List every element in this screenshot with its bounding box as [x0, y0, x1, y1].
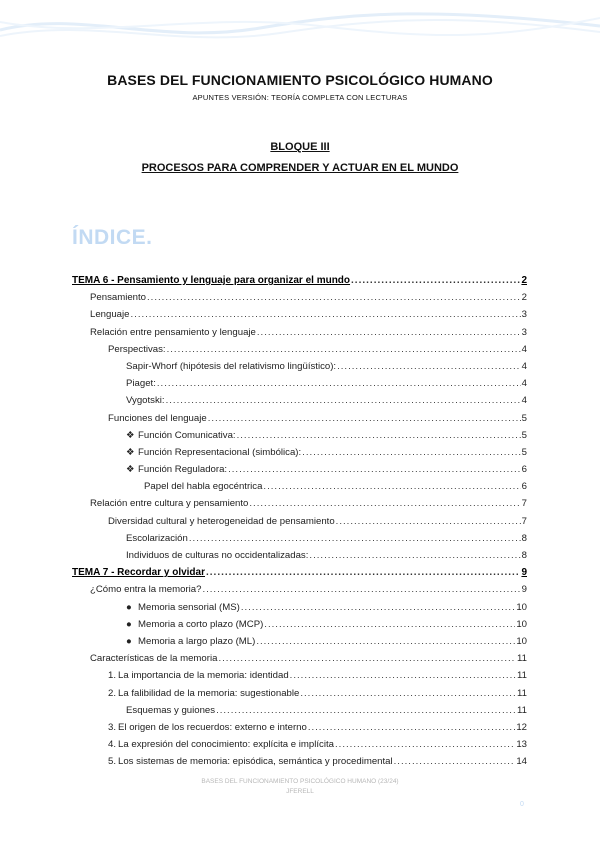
toc-entry-text: La falibilidad de la memoria: sugestionable — [118, 687, 300, 699]
toc-leader-dots — [228, 461, 521, 478]
toc-entry-text: Función Representacional (simbólica): — [138, 446, 302, 458]
toc-entry[interactable] — [72, 375, 527, 392]
toc-page-number: 6 — [521, 481, 527, 493]
toc-entry-text: Escolarización — [126, 532, 188, 544]
toc-topic-entry[interactable] — [72, 564, 527, 581]
toc-entry-text: Perspectivas: — [108, 343, 166, 355]
toc-entry-label — [108, 753, 393, 770]
toc-entry-label — [90, 581, 201, 598]
page-number: 0 — [520, 801, 524, 808]
toc-entry[interactable] — [72, 530, 527, 547]
toc-leader-dots — [130, 306, 520, 323]
toc-page-number: 8 — [521, 550, 527, 561]
toc-entry-text: Funciones del lenguaje — [108, 412, 207, 424]
toc-entry-text: TEMA 6 - Pensamiento y lenguaje para organizar el mundo — [72, 275, 351, 286]
toc-entry-label — [72, 564, 205, 581]
toc-entry-label — [126, 392, 165, 409]
toc-topic-entry[interactable] — [72, 272, 527, 289]
toc-entry[interactable] — [72, 702, 527, 719]
toc-entry-label — [126, 358, 336, 375]
toc-entry-number: 2. — [108, 687, 117, 699]
toc-leader-dots — [336, 513, 521, 530]
toc-entry-label — [108, 736, 334, 753]
toc-entry-label — [90, 289, 146, 306]
toc-page-number: 10 — [516, 618, 527, 630]
toc-leader-dots — [351, 272, 520, 289]
toc-page-number: 7 — [521, 498, 527, 510]
toc-entry-label — [90, 650, 217, 667]
toc-entry-label — [126, 530, 188, 547]
toc-entry[interactable] — [72, 753, 527, 770]
toc-entry-number: 3. — [108, 721, 117, 733]
toc-entry[interactable] — [72, 495, 527, 512]
toc-entry-text: Piaget: — [126, 378, 156, 390]
toc-entry-text: Individuos de culturas no occidentalizadas: — [126, 550, 309, 561]
toc-entry-label — [126, 444, 301, 461]
toc-entry[interactable] — [72, 341, 527, 358]
toc-leader-dots — [189, 530, 521, 547]
toc-entry-text: Pensamiento — [90, 292, 146, 304]
toc-entry-text: TEMA 7 - Recordar y olvidar — [72, 567, 205, 579]
toc-leader-dots — [302, 444, 520, 461]
header-wave-decoration — [0, 0, 600, 50]
toc-page-number: 6 — [521, 464, 527, 476]
toc-entry[interactable] — [72, 392, 527, 409]
toc-entry-text: Función Comunicativa: — [138, 429, 236, 441]
toc-page-number: 5 — [521, 429, 527, 441]
table-of-contents — [72, 272, 527, 770]
toc-entry[interactable] — [72, 513, 527, 530]
toc-page-number: 2 — [521, 292, 527, 304]
toc-entry-text: Diversidad cultural y heterogeneidad de pensamiento — [108, 515, 335, 527]
toc-entry[interactable] — [72, 616, 527, 633]
toc-entry-text: Memoria a largo plazo (ML) — [138, 635, 256, 647]
toc-entry-label — [72, 272, 350, 289]
toc-entry-label — [90, 306, 129, 323]
toc-entry-number: 5. — [108, 756, 117, 768]
toc-entry[interactable] — [72, 599, 527, 616]
toc-entry-label — [126, 427, 236, 444]
toc-entry-label — [108, 341, 166, 358]
toc-page-number: 2 — [521, 275, 527, 286]
toc-entry[interactable] — [72, 667, 527, 684]
toc-entry-text: Papel del habla egocéntrica — [144, 481, 263, 493]
footer-author-line: JFERELL — [286, 788, 314, 795]
page-footer — [0, 777, 600, 797]
toc-page-number: 4 — [521, 395, 527, 407]
toc-entry-label — [126, 547, 308, 564]
toc-entry-label — [108, 410, 207, 427]
toc-entry-label — [144, 478, 262, 495]
footer-course-line: BASES DEL FUNCIONAMIENTO PSICOLÓGICO HUMANO (23/24) — [201, 778, 399, 785]
toc-entry-label — [126, 375, 156, 392]
toc-entry-label — [126, 616, 263, 633]
toc-entry-text: La importancia de la memoria: identidad — [118, 670, 289, 682]
toc-leader-dots — [166, 392, 521, 409]
toc-leader-dots — [202, 581, 520, 598]
index-heading: ÍNDICE. — [72, 226, 153, 249]
toc-leader-dots — [394, 753, 516, 770]
toc-leader-dots — [147, 289, 521, 306]
bullet-diamond-icon: ❖ — [126, 446, 135, 458]
toc-page-number: 12 — [516, 721, 527, 733]
toc-page-number: 14 — [516, 756, 527, 768]
toc-entry-text: Memoria sensorial (MS) — [138, 601, 240, 613]
toc-page-number: 11 — [517, 670, 527, 682]
toc-page-number: 7 — [521, 515, 527, 527]
toc-page-number: 9 — [521, 567, 527, 579]
toc-page-number: 13 — [516, 739, 527, 751]
toc-entry[interactable] — [72, 478, 527, 495]
toc-leader-dots — [290, 667, 516, 684]
toc-leader-dots — [263, 478, 520, 495]
toc-entry-text: Memoria a corto plazo (MCP) — [138, 618, 264, 630]
toc-leader-dots — [218, 650, 516, 667]
toc-leader-dots — [249, 495, 520, 512]
toc-page-number: 11 — [517, 687, 527, 699]
toc-leader-dots — [256, 633, 515, 650]
toc-entry-label — [90, 495, 248, 512]
toc-entry-text: Vygotski: — [126, 395, 165, 407]
toc-entry-text: Sapir-Whorf (hipótesis del relativismo lingüístico): — [126, 360, 337, 372]
toc-entry-text: Relación entre cultura y pensamiento — [90, 498, 249, 510]
document-subtitle: APUNTES VERSIÓN: TEORÍA COMPLETA CON LECTURAS — [192, 93, 408, 102]
toc-leader-dots — [241, 599, 516, 616]
toc-page-number: 3 — [521, 309, 527, 321]
toc-page-number: 5 — [521, 446, 527, 458]
toc-entry-text: Función Reguladora: — [138, 464, 228, 476]
toc-entry[interactable] — [72, 719, 527, 736]
toc-entry[interactable] — [72, 650, 527, 667]
toc-entry-label — [90, 324, 256, 341]
bullet-diamond-icon: ❖ — [126, 464, 135, 476]
toc-page-number: 4 — [521, 343, 527, 355]
toc-leader-dots — [335, 736, 515, 753]
toc-entry-label — [108, 719, 307, 736]
toc-entry[interactable] — [72, 444, 527, 461]
toc-entry-text: El origen de los recuerdos: externo e interno — [118, 721, 307, 733]
bullet-diamond-icon: ❖ — [126, 429, 135, 441]
toc-page-number: 10 — [516, 635, 527, 647]
toc-page-number: 3 — [521, 326, 527, 338]
toc-page-number: 9 — [521, 584, 527, 596]
toc-entry[interactable] — [72, 547, 527, 564]
bullet-dot-icon: ● — [126, 601, 132, 613]
toc-entry[interactable] — [72, 306, 527, 323]
toc-leader-dots — [216, 702, 516, 719]
block-title: PROCESOS PARA COMPRENDER Y ACTUAR EN EL MUNDO — [141, 162, 459, 174]
toc-entry-text: Relación entre pensamiento y lenguaje — [90, 326, 256, 338]
toc-leader-dots — [157, 375, 521, 392]
toc-leader-dots — [167, 341, 521, 358]
toc-entry-label — [108, 667, 289, 684]
toc-entry-label — [108, 685, 299, 702]
toc-leader-dots — [237, 427, 521, 444]
toc-entry-text: Lenguaje — [90, 309, 130, 321]
toc-entry-text: Características de la memoria — [90, 653, 218, 665]
toc-entry-text: Los sistemas de memoria: episódica, semántica y procedimental — [118, 756, 393, 768]
bullet-dot-icon: ● — [126, 618, 132, 630]
toc-page-number: 11 — [517, 704, 527, 716]
toc-page-number: 4 — [521, 360, 527, 372]
toc-entry[interactable] — [72, 410, 527, 427]
toc-entry-number: 4. — [108, 739, 117, 751]
document-header — [0, 72, 600, 102]
toc-entry-label — [108, 513, 335, 530]
toc-entry[interactable] — [72, 289, 527, 306]
toc-page-number: 5 — [521, 412, 527, 424]
toc-entry[interactable] — [72, 427, 527, 444]
toc-leader-dots — [264, 616, 515, 633]
toc-leader-dots — [300, 685, 516, 702]
toc-entry-label — [126, 633, 255, 650]
toc-entry[interactable] — [72, 358, 527, 375]
toc-leader-dots — [257, 324, 521, 341]
toc-page-number: 4 — [521, 378, 527, 390]
toc-entry[interactable] — [72, 581, 527, 598]
toc-entry[interactable] — [72, 461, 527, 478]
toc-leader-dots — [208, 410, 521, 427]
toc-entry-number: 1. — [108, 670, 117, 682]
toc-entry[interactable] — [72, 633, 527, 650]
block-label: BLOQUE III — [270, 141, 330, 153]
toc-page-number: 11 — [517, 653, 527, 665]
toc-entry-label — [126, 599, 240, 616]
toc-leader-dots — [309, 547, 520, 564]
toc-entry-text: ¿Cómo entra la memoria? — [90, 584, 202, 596]
toc-entry-text: La expresión del conocimiento: explícita e implícita — [118, 739, 334, 751]
toc-leader-dots — [308, 719, 516, 736]
document-title: BASES DEL FUNCIONAMIENTO PSICOLÓGICO HUMANO — [107, 72, 493, 88]
bullet-dot-icon: ● — [126, 635, 132, 647]
toc-page-number: 8 — [521, 532, 527, 544]
toc-entry[interactable] — [72, 324, 527, 341]
toc-leader-dots — [337, 358, 521, 375]
toc-entry-label — [126, 702, 215, 719]
toc-leader-dots — [206, 564, 520, 581]
toc-page-number: 10 — [516, 601, 527, 613]
toc-entry-label — [126, 461, 227, 478]
toc-entry[interactable] — [72, 685, 527, 702]
toc-entry-text: Esquemas y guiones — [126, 704, 216, 716]
toc-entry[interactable] — [72, 736, 527, 753]
